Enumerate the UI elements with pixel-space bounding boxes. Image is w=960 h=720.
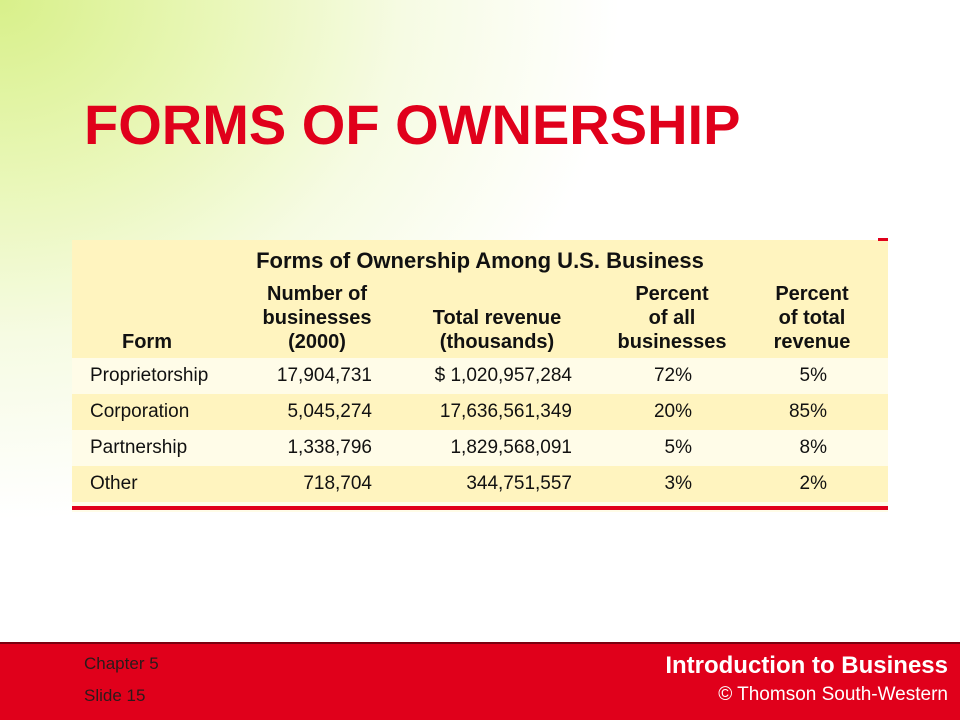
- cell-form: Proprietorship: [90, 365, 209, 386]
- slide-title: FORMS OF OWNERSHIP: [84, 93, 741, 156]
- header-revenue: [412, 306, 582, 354]
- table-row: [72, 466, 888, 502]
- table-row: [72, 394, 888, 430]
- cell-pct-revenue: 8%: [799, 437, 827, 458]
- cell-form: Corporation: [90, 401, 190, 422]
- cell-form: Partnership: [90, 437, 188, 458]
- footer-copyright: © Thomson South-Western: [718, 684, 948, 705]
- cell-revenue: 1,829,568,091: [450, 437, 572, 458]
- cell-number: 5,045,274: [287, 401, 372, 422]
- header-number-line1: Number of: [267, 283, 367, 305]
- table-corner-accent: [878, 238, 888, 241]
- header-pct-rev-line2: of total: [778, 307, 846, 329]
- header-percent-businesses: [602, 282, 742, 354]
- cell-pct-businesses: 72%: [653, 365, 692, 386]
- cell-form: Other: [90, 473, 138, 494]
- cell-pct-businesses: 5%: [664, 437, 692, 458]
- cell-number: 17,904,731: [276, 365, 372, 386]
- header-number: [242, 282, 392, 354]
- header-pct-bus-line1: Percent: [635, 283, 709, 305]
- table-bottom-rule: [72, 506, 888, 510]
- table-row: [72, 430, 888, 466]
- cell-pct-revenue: 5%: [799, 365, 827, 386]
- header-revenue-line2: (thousands): [439, 331, 555, 353]
- cell-number: 1,338,796: [287, 437, 372, 458]
- footer-course-title: Introduction to Business: [665, 652, 948, 679]
- header-pct-rev-line1: Percent: [775, 283, 849, 305]
- header-pct-rev-line3: revenue: [773, 331, 851, 353]
- table-row: [72, 358, 888, 394]
- cell-pct-businesses: 3%: [664, 473, 692, 494]
- header-form: Form: [122, 331, 172, 353]
- footer-slide-number: Slide 15: [84, 686, 146, 705]
- ownership-table: [72, 240, 888, 512]
- cell-pct-revenue: 85%: [788, 401, 827, 422]
- footer-divider: [0, 642, 960, 644]
- slide-footer: [0, 642, 960, 720]
- cell-pct-revenue: 2%: [799, 473, 827, 494]
- header-percent-revenue: [752, 282, 872, 354]
- header-revenue-line1: Total revenue: [432, 307, 562, 329]
- cell-revenue: $ 1,020,957,284: [434, 365, 572, 386]
- header-number-line3: (2000): [288, 331, 346, 353]
- header-pct-bus-line3: businesses: [617, 331, 727, 353]
- header-pct-bus-line2: of all: [648, 307, 696, 329]
- cell-revenue: 17,636,561,349: [439, 401, 572, 422]
- cell-revenue: 344,751,557: [466, 473, 572, 494]
- cell-number: 718,704: [303, 473, 372, 494]
- cell-pct-businesses: 20%: [653, 401, 692, 422]
- header-number-line2: businesses: [262, 307, 372, 329]
- table-title: Forms of Ownership Among U.S. Business: [256, 248, 704, 273]
- table-header: [72, 240, 888, 358]
- footer-chapter: Chapter 5: [84, 654, 159, 673]
